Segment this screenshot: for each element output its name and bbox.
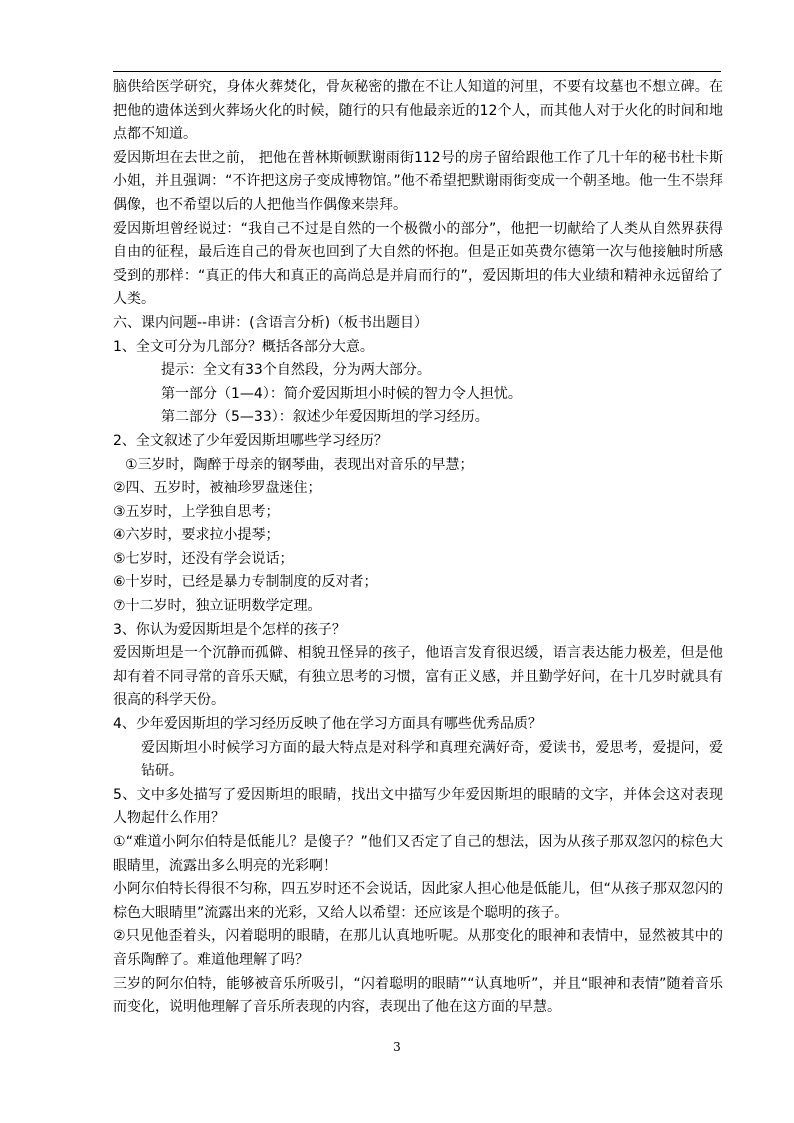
list-item: ②四、五岁时，被袖珍罗盘迷住；	[113, 480, 322, 497]
section-heading: 六、课内问题--串讲：(含语言分析)（板书出题目）	[113, 314, 429, 331]
header-rule	[113, 71, 721, 72]
quote-2: ②只见他歪着头，闪着聪明的眼睛，在那儿认真地听呢。从那变化的眼神和表情中，显然被其中的音乐陶醉了。难道他理解了吗？	[113, 928, 723, 968]
paragraph-nature: 爱因斯坦曾经说过：“我自己不过是自然的一个极微小的部分”，他把一切献给了人类从自然界获得自由的征程，最后连自己的骨灰也回到了大自然的怀抱。但是正如英费尔德第一次与他接触时所感受到的那样：“真正的伟大和真正的高尚总是并肩而行的”，爱因斯坦的伟大业绩和精神永远留给了人类。	[113, 220, 723, 308]
question-3: 3、你认为爱因斯坦是个怎样的孩子？	[113, 621, 346, 638]
page-number: 3	[393, 1040, 401, 1054]
list-item: ⑦十二岁时，独立证明数学定理。	[113, 598, 322, 615]
paragraph-house: 爱因斯坦在去世之前， 把他在普林斯顿默谢雨街112号的房子留给跟他工作了几十年的秘书杜卡斯小姐，并且强调：“不许把这房子变成博物馆。”他不希望把默谢雨街变成一个朝圣地。他一生不崇拜偶像，也不希望以后的人把他当作偶像来崇拜。	[113, 149, 723, 213]
analysis-2: 三岁的阿尔伯特，能够被音乐所吸引，“闪着聪明的眼睛”“认真地听”，并且“眼神和表情”随着音乐而变化，说明他理解了音乐所表现的内容，表现出了他在这方面的早慧。	[113, 975, 723, 1016]
part-two-line: 第二部分（5—33）：叙述少年爱因斯坦的学习经历。	[161, 409, 489, 426]
list-item: ①三岁时，陶醉于母亲的钢琴曲，表现出对音乐的早慧；	[125, 456, 474, 473]
list-item: ③五岁时，上学独自思考；	[113, 503, 280, 520]
list-item: ⑤七岁时，还没有学会说话；	[113, 550, 294, 567]
answer-4: 爱因斯坦小时候学习方面的最大特点是对科学和真理充满好奇，爱读书，爱思考，爱提问，爱钻研。	[141, 739, 723, 780]
list-item: ⑥十岁时，已经是暴力专制制度的反对者；	[113, 574, 378, 591]
question-1: 1、全文可分为几部分？概括各部分大意。	[113, 338, 374, 355]
hint-line: 提示：全文有33个自然段，分为两大部分。	[161, 362, 431, 379]
question-5: 5、文中多处描写了爱因斯坦的眼睛，找出文中描写少年爱因斯坦的眼睛的文字，并体会这对表现人物起什么作用？	[113, 786, 723, 827]
analysis-1: 小阿尔伯特长得很不匀称，四五岁时还不会说话，因此家人担心他是低能儿，但“从孩子那双忽闪的棕色大眼睛里”流露出来的光彩，又给人以希望：还应该是个聪明的孩子。	[113, 881, 723, 921]
question-2: 2、全文叙述了少年爱因斯坦哪些学习经历？	[113, 432, 388, 449]
part-one-line: 第一部分（1—4）：简介爱因斯坦小时候的智力令人担忧。	[161, 385, 522, 402]
answer-3: 爱因斯坦是一个沉静而孤僻、相貌丑怪异的孩子，他语言发育很迟缓，语言表达能力极差，但是他却有着不同寻常的音乐天赋，有独立思考的习惯，富有正义感，并且勤学好问，在十几岁时就具有很高的科学天份。	[113, 645, 723, 709]
quote-1: ①“难道小阿尔伯特是低能儿？是傻子？”他们又否定了自己的想法，因为从孩子那双忽闪的棕色大眼睛里，流露出多么明亮的光彩啊！	[113, 834, 723, 874]
list-item: ④六岁时，要求拉小提琴；	[113, 527, 280, 544]
paragraph-cremation: 脑供给医学研究，身体火葬焚化，骨灰秘密的撒在不让人知道的河里，不要有坟墓也不想立碑。在把他的遗体送到火葬场火化的时候，随行的只有他最亲近的12个人，而其他人对于火化的时间和地点都不知道。	[113, 79, 723, 143]
page-body	[113, 76, 723, 1020]
question-4: 4、少年爱因斯坦的学习经历反映了他在学习方面具有哪些优秀品质？	[113, 716, 542, 733]
